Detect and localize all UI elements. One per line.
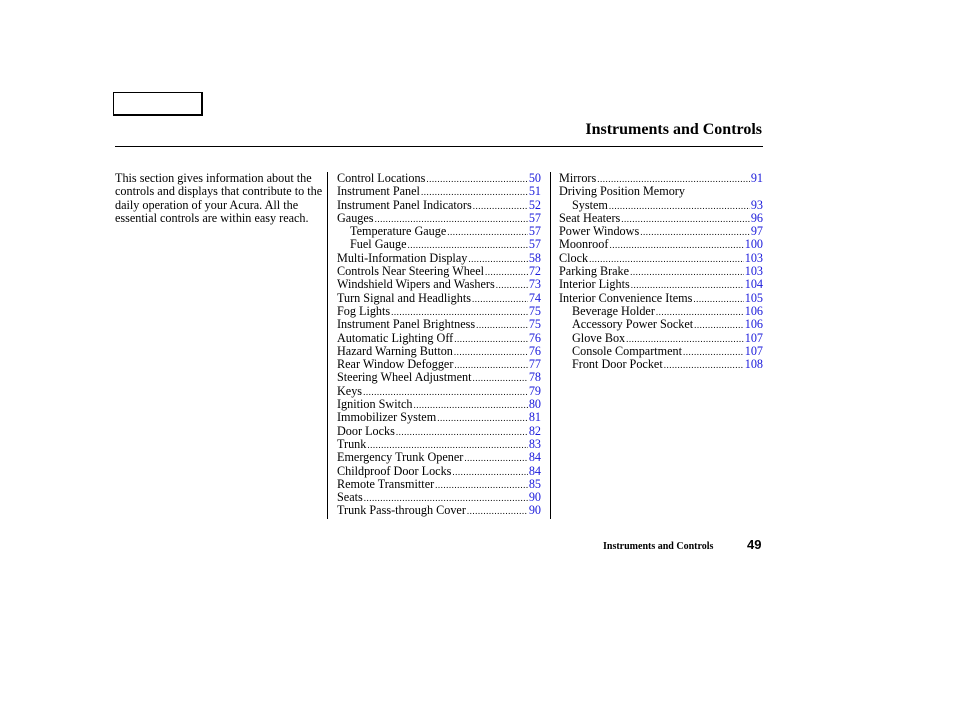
toc-page-link[interactable]: 50 <box>528 171 541 185</box>
toc-page-link[interactable]: 78 <box>528 370 541 385</box>
toc-entry-control-locations[interactable]: Control Locations ..... 50 <box>337 172 541 185</box>
toc-entry-beverage-holder[interactable]: Beverage Holder ..... 106 <box>559 305 763 318</box>
toc-page-link[interactable]: 107 <box>744 330 763 345</box>
toc-page-link[interactable]: 84 <box>528 450 541 465</box>
toc-page-link[interactable]: 58 <box>528 250 541 265</box>
toc-page-link[interactable]: 103 <box>744 250 763 265</box>
toc-page-link[interactable]: 91 <box>750 171 763 185</box>
toc-entry-ignition-switch[interactable]: Ignition Switch ..... 80 <box>337 398 541 411</box>
toc-page-link[interactable]: 75 <box>528 317 541 332</box>
toc-entry-gauges[interactable]: Gauges ..... 57 <box>337 212 541 225</box>
toc-page-link[interactable]: 105 <box>744 290 763 305</box>
toc-page-link[interactable]: 100 <box>744 237 763 252</box>
toc-page-link[interactable]: 96 <box>750 210 763 225</box>
toc-page-link[interactable]: 76 <box>528 343 541 358</box>
toc-page-link[interactable]: 73 <box>528 277 541 292</box>
toc-entry-front-door-pocket[interactable]: Front Door Pocket ..... 108 <box>559 358 763 371</box>
toc-entry-power-windows[interactable]: Power Windows ..... 97 <box>559 225 763 238</box>
toc-page-link[interactable]: 97 <box>750 224 763 239</box>
intro-paragraph: This section gives information about the controls and displays that contribute to the daily operation of your Acura. All the essential controls are within easy reach. <box>115 171 323 225</box>
toc-entry-seats[interactable]: Seats ..... 90 <box>337 491 541 504</box>
toc-page-link[interactable]: 90 <box>528 490 541 505</box>
toc-page-link[interactable]: 83 <box>528 436 541 451</box>
toc-entry-controls-near-steering-wheel[interactable]: Controls Near Steering Wheel ..... 72 <box>337 265 541 278</box>
toc-entry-turn-signal-headlights[interactable]: Turn Signal and Headlights ..... 74 <box>337 292 541 305</box>
toc-entry-temperature-gauge[interactable]: Temperature Gauge ..... 57 <box>337 225 541 238</box>
toc-column-2 <box>559 172 763 371</box>
toc-entry-interior-lights[interactable]: Interior Lights ..... 104 <box>559 278 763 291</box>
toc-entry-automatic-lighting-off[interactable]: Automatic Lighting Off ..... 76 <box>337 332 541 345</box>
toc-page-link[interactable]: 57 <box>528 237 541 252</box>
toc-page-link[interactable]: 75 <box>528 303 541 318</box>
toc-entry-fog-lights[interactable]: Fog Lights ..... 75 <box>337 305 541 318</box>
column-divider-2 <box>550 172 551 519</box>
toc-page-link[interactable]: 81 <box>528 410 541 425</box>
toc-entry-accessory-power-socket[interactable]: Accessory Power Socket ..... 106 <box>559 318 763 331</box>
toc-entry-rear-window-defogger[interactable]: Rear Window Defogger ..... 77 <box>337 358 541 371</box>
toc-page-link[interactable]: 82 <box>528 423 541 438</box>
toc-entry-remote-transmitter[interactable]: Remote Transmitter ..... 85 <box>337 478 541 491</box>
toc-page-link[interactable]: 104 <box>744 277 763 292</box>
toc-page-link[interactable]: 106 <box>744 317 763 332</box>
toc-entry-instrument-panel[interactable]: Instrument Panel ..... 51 <box>337 185 541 198</box>
footer-section-title: Instruments and Controls <box>603 541 714 552</box>
toc-page-link[interactable]: 77 <box>528 357 541 372</box>
toc-page-link[interactable]: 84 <box>528 463 541 478</box>
section-tab-box <box>113 92 203 116</box>
toc-entry-driving-position-memory-system[interactable]: System ..... 93 <box>559 199 763 212</box>
toc-entry-keys[interactable]: Keys ..... 79 <box>337 385 541 398</box>
toc-page-link[interactable]: 108 <box>744 357 763 372</box>
toc-entry-trunk[interactable]: Trunk ..... 83 <box>337 438 541 451</box>
toc-entry-interior-convenience-items[interactable]: Interior Convenience Items ..... 105 <box>559 292 763 305</box>
toc-entry-seat-heaters[interactable]: Seat Heaters ..... 96 <box>559 212 763 225</box>
toc-page-link[interactable]: 90 <box>528 503 541 518</box>
toc-entry-childproof-door-locks[interactable]: Childproof Door Locks ..... 84 <box>337 465 541 478</box>
toc-entry-immobilizer-system[interactable]: Immobilizer System ..... 81 <box>337 411 541 424</box>
toc-entry-multi-information-display[interactable]: Multi-Information Display ..... 58 <box>337 252 541 265</box>
toc-entry-moonroof[interactable]: Moonroof ..... 100 <box>559 238 763 251</box>
toc-entry-parking-brake[interactable]: Parking Brake ..... 103 <box>559 265 763 278</box>
toc-page-link[interactable]: 80 <box>528 397 541 412</box>
toc-entry-driving-position-memory[interactable]: Driving Position Memory <box>559 184 685 199</box>
toc-page-link[interactable]: 103 <box>744 264 763 279</box>
toc-entry-fuel-gauge[interactable]: Fuel Gauge ..... 57 <box>337 238 541 251</box>
page-title: Instruments and Controls <box>585 121 762 138</box>
toc-page-link[interactable]: 85 <box>528 476 541 491</box>
toc-entry-instrument-panel-indicators[interactable]: Instrument Panel Indicators ..... 52 <box>337 199 541 212</box>
toc-entry-door-locks[interactable]: Door Locks ..... 82 <box>337 425 541 438</box>
column-divider-1 <box>327 172 328 519</box>
toc-entry-instrument-panel-brightness[interactable]: Instrument Panel Brightness ..... 75 <box>337 318 541 331</box>
toc-page-link[interactable]: 57 <box>528 224 541 239</box>
toc-page-link[interactable]: 51 <box>528 184 541 199</box>
toc-entry-emergency-trunk-opener[interactable]: Emergency Trunk Opener ..... 84 <box>337 451 541 464</box>
toc-page-link[interactable]: 79 <box>528 383 541 398</box>
toc-entry-steering-wheel-adjustment[interactable]: Steering Wheel Adjustment ..... 78 <box>337 371 541 384</box>
title-divider <box>115 146 763 147</box>
toc-page-link[interactable]: 106 <box>744 303 763 318</box>
toc-page-link[interactable]: 93 <box>750 197 763 212</box>
toc-page-link[interactable]: 52 <box>528 197 541 212</box>
toc-page-link[interactable]: 72 <box>528 264 541 279</box>
toc-entry-windshield-wipers[interactable]: Windshield Wipers and Washers ..... 73 <box>337 278 541 291</box>
toc-page-link[interactable]: 76 <box>528 330 541 345</box>
toc-entry-console-compartment[interactable]: Console Compartment ..... 107 <box>559 345 763 358</box>
toc-entry-trunk-pass-through-cover[interactable]: Trunk Pass-through Cover ..... 90 <box>337 504 541 517</box>
toc-page-link[interactable]: 57 <box>528 210 541 225</box>
toc-entry-glove-box[interactable]: Glove Box ..... 107 <box>559 332 763 345</box>
toc-page-link[interactable]: 107 <box>744 343 763 358</box>
toc-column-1 <box>337 172 541 518</box>
toc-page-link[interactable]: 74 <box>528 290 541 305</box>
toc-entry-hazard-warning-button[interactable]: Hazard Warning Button ..... 76 <box>337 345 541 358</box>
page-number: 49 <box>747 537 762 552</box>
toc-entry-clock[interactable]: Clock ..... 103 <box>559 252 763 265</box>
toc-entry-mirrors[interactable]: Mirrors ..... 91 <box>559 172 763 185</box>
